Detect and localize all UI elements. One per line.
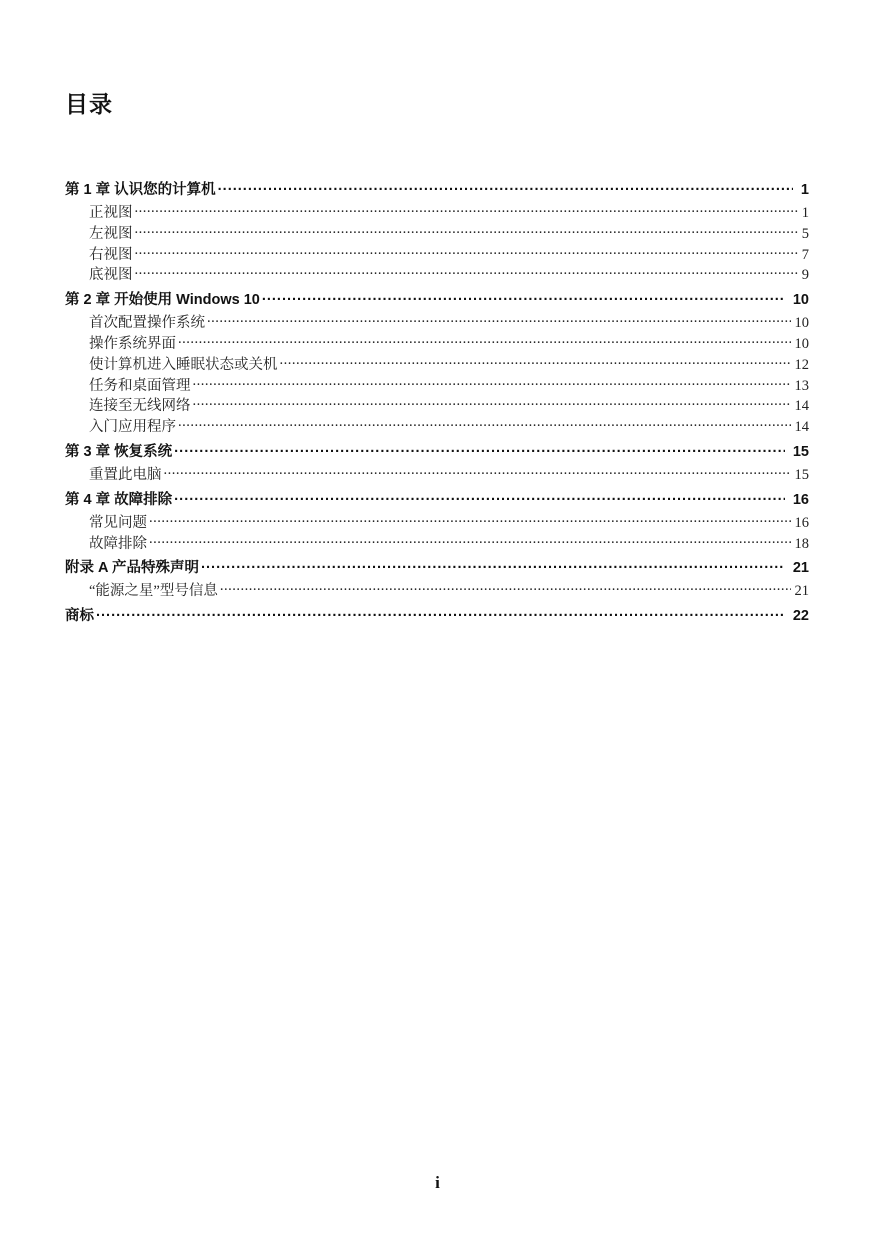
toc-entry-page: 14 [794,419,809,436]
toc-entry-page: 1 [800,182,809,198]
toc-entry-label: 正视图 [89,205,133,221]
dot-leader [133,223,798,238]
toc-entry-label: 左视图 [89,225,133,242]
toc-section-entry[interactable] [65,394,809,415]
dot-leader [260,290,785,305]
toc-entry-label: 商标 [65,608,94,625]
dot-leader [147,533,791,548]
toc-chapter-entry[interactable] [65,604,809,627]
toc-entry-page: 13 [794,377,809,394]
toc-entry-page: 15 [794,466,809,483]
toc-entry-page: 21 [792,560,809,577]
toc-section-entry[interactable] [65,311,809,332]
toc-entry-page: 5 [801,225,809,242]
toc-entry-label: 首次配置操作系统 [89,315,205,332]
dot-leader [133,203,798,218]
toc-chapter-entry[interactable] [65,440,809,463]
dot-leader [133,244,798,259]
toc-entry-page: 16 [794,514,809,531]
toc-entry-label: 重置此电脑 [89,466,162,483]
toc-entry-label: 操作系统界面 [89,335,176,352]
toc-entry-label: 第 4 章 故障排除 [65,491,173,508]
dot-leader [133,265,798,280]
toc-entry-page: 10 [794,315,809,332]
toc-section-entry[interactable] [65,263,809,284]
toc-section-entry[interactable] [65,374,809,395]
dot-leader [218,581,791,596]
toc-entry-label: 附录 A 产品特殊声明 [65,560,199,577]
dot-leader [278,354,791,369]
dot-leader [147,512,791,527]
dot-leader [172,489,785,504]
toc-chapter-entry[interactable] [65,178,809,201]
toc-section-entry[interactable] [65,511,809,532]
dot-leader [172,441,785,456]
toc-section-entry[interactable] [65,243,809,264]
toc-section-entry[interactable] [65,201,809,222]
dot-leader [176,333,791,348]
toc-entry-page: 10 [792,292,809,309]
dot-leader [191,375,791,390]
dot-leader [176,417,791,432]
toc-section-entry[interactable] [65,332,809,353]
toc-entry-page: 1 [801,205,809,221]
table-of-contents [65,178,809,627]
dot-leader [191,396,791,411]
toc-entry-label: 右视图 [89,246,133,263]
toc-entry-page: 10 [794,335,809,352]
toc-entry-page: 21 [794,583,809,600]
dot-leader [94,606,785,621]
toc-entry-page: 15 [792,443,809,460]
toc-entry-label: 入门应用程序 [89,419,176,436]
toc-section-entry[interactable] [65,415,809,436]
toc-chapter-entry[interactable] [65,488,809,511]
toc-entry-page: 7 [801,246,809,263]
dot-leader [162,464,791,479]
toc-section-entry[interactable] [65,532,809,553]
toc-entry-page: 9 [801,267,809,284]
toc-entry-page: 14 [794,398,809,415]
dot-leader [216,180,793,195]
dot-leader [205,313,791,328]
page-number: i [435,1173,440,1192]
toc-entry-label: 第 3 章 恢复系统 [65,443,173,460]
toc-entry-page: 12 [794,356,809,373]
toc-entry-label: 连接至无线网络 [89,398,191,415]
toc-entry-page: 22 [792,608,809,625]
toc-entry-label: 第 1 章 认识您的计算机 [65,182,216,198]
toc-section-entry[interactable] [65,353,809,374]
toc-entry-label: 故障排除 [89,535,147,552]
toc-entry-label: “能源之星”型号信息 [89,583,218,600]
toc-section-entry[interactable] [65,463,809,484]
toc-chapter-entry[interactable] [65,288,809,311]
toc-entry-label: 任务和桌面管理 [89,377,191,394]
toc-chapter-entry[interactable] [65,556,809,579]
toc-entry-page: 18 [794,535,809,552]
toc-entry-label: 常见问题 [89,514,147,531]
toc-entry-label: 底视图 [89,267,133,284]
dot-leader [199,558,785,573]
page-title: 目录 [65,92,113,118]
toc-section-entry[interactable] [65,222,809,243]
toc-entry-page: 16 [792,491,809,508]
toc-entry-label: 使计算机进入睡眠状态或关机 [89,356,278,373]
toc-entry-label: 第 2 章 开始使用 Windows 10 [65,292,260,309]
toc-section-entry[interactable] [65,579,809,600]
